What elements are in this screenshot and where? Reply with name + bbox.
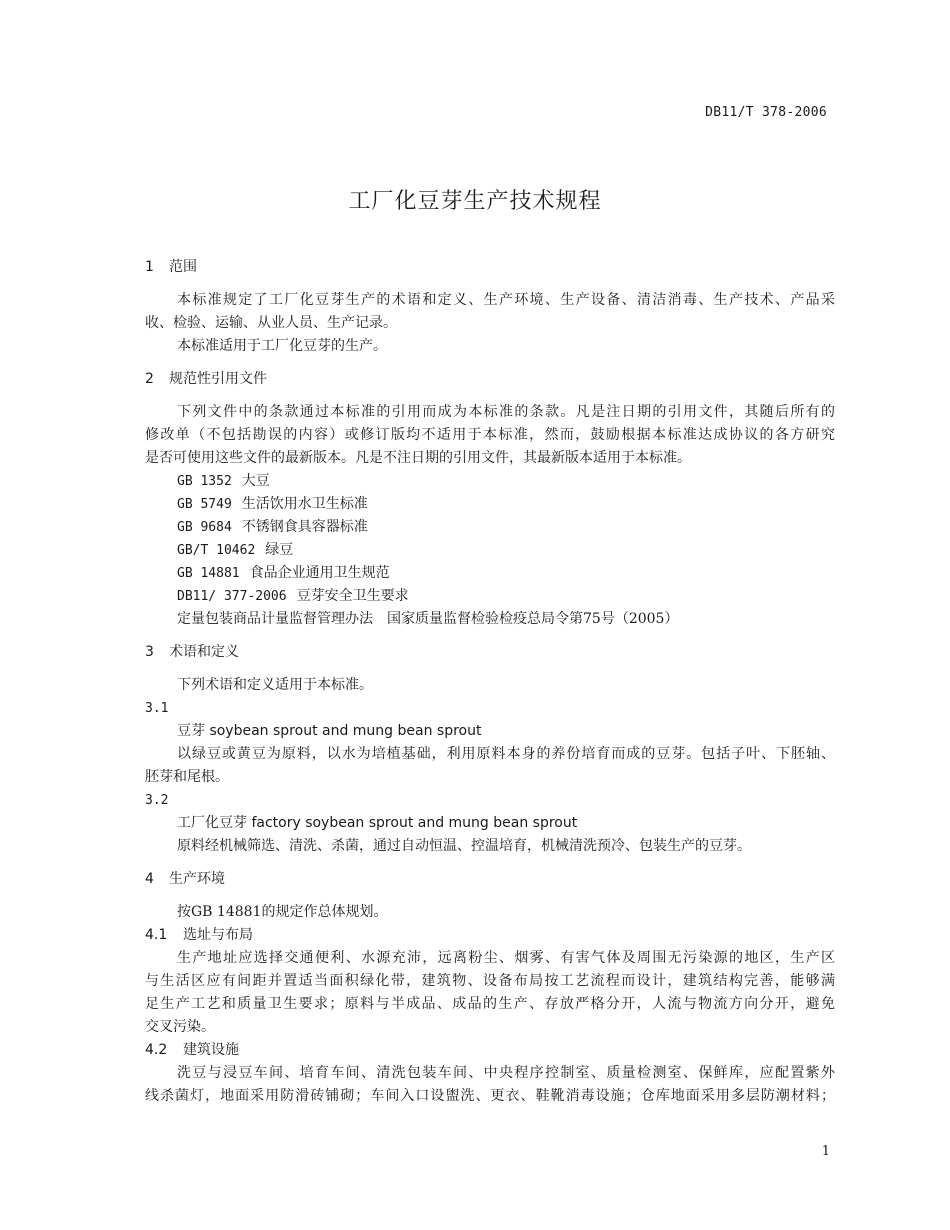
reference-item (145, 493, 835, 516)
document-body (145, 256, 835, 1108)
subsection-title: 选址与布局 (183, 927, 253, 943)
reference-code: GB 5749 (177, 497, 232, 512)
section-2-heading (145, 368, 835, 391)
subsection-4-1-heading (145, 924, 835, 947)
reference-item (145, 470, 835, 493)
section-1-heading (145, 256, 835, 279)
paragraph-line: 下列文件中的条款通过本标准的引用而成为本标准的条款。凡是注日期的引用文件，其随后所有的 (177, 404, 835, 420)
standard-code: DB11/T 378-2006 (705, 105, 827, 120)
document-title: 工厂化豆芽生产技术规程 (348, 189, 602, 214)
subsection-number: 4.1 (145, 927, 168, 943)
paragraph-line: 交叉污染。 (145, 1019, 215, 1035)
reference-item (145, 516, 835, 539)
term-title: 豆芽 soybean sprout and mung bean sprout (177, 723, 482, 739)
reference-item (145, 585, 835, 608)
paragraph-line: 本标准适用于工厂化豆芽的生产。 (177, 338, 387, 354)
reference-code: GB 9684 (177, 520, 232, 535)
term-number: 3.2 (145, 793, 169, 808)
section-number: 4 (145, 871, 154, 887)
subsection-number: 4.2 (145, 1042, 168, 1058)
paragraph-line: 原料经机械筛选、清洗、杀菌，通过自动恒温、控温培育，机械清洗预冷、包装生产的豆芽。 (177, 838, 751, 854)
section-number: 2 (145, 371, 154, 387)
paragraph-line: 与生活区应有间距并置适当面积绿化带，建筑物、设备布局按工艺流程而设计，建筑结构完善，能够满 (145, 973, 835, 989)
section-3-heading (145, 641, 835, 664)
term-number: 3.1 (145, 701, 169, 716)
paragraph-line: 足生产工艺和质量卫生要求；原料与半成品、成品的生产、存放严格分开，人流与物流方向分开，避免 (145, 996, 835, 1012)
section-title: 范围 (169, 259, 197, 275)
reference-name: 绿豆 (265, 542, 294, 558)
reference-code: GB/T 10462 (177, 543, 256, 558)
subsection-title: 建筑设施 (183, 1042, 239, 1058)
paragraph-line: 线杀菌灯，地面采用防滑砖铺砌；车间入口设盥洗、更衣、鞋靴消毒设施；仓库地面采用多层防潮材料； (145, 1088, 835, 1104)
section-4-heading (145, 868, 835, 891)
reference-item (145, 539, 835, 562)
section-title: 生产环境 (169, 871, 225, 887)
paragraph-line: 以绿豆或黄豆为原料，以水为培植基础，利用原料本身的养份培育而成的豆芽。包括子叶、下胚轴、 (177, 746, 835, 762)
paragraph-line: 收、检验、运输、从业人员、生产记录。 (145, 315, 397, 331)
reference-item (145, 562, 835, 585)
subsection-4-2-heading (145, 1039, 835, 1062)
section-number: 1 (145, 259, 154, 275)
section-title: 术语和定义 (169, 644, 239, 660)
paragraph-line: 胚芽和尾根。 (145, 769, 229, 785)
paragraph-line: 按GB 14881的规定作总体规划。 (177, 904, 388, 920)
term-title: 工厂化豆芽 factory soybean sprout and mung bean sprout (177, 815, 578, 831)
reference-name: 大豆 (241, 473, 270, 489)
section-number: 3 (145, 644, 154, 660)
reference-code: DB11/ 377-2006 (177, 589, 287, 604)
paragraph-line: 下列术语和定义适用于本标准。 (177, 677, 373, 693)
paragraph-line: 生产地址应选择交通便利、水源充沛，远离粉尘、烟雾、有害气体及周围无污染源的地区，生产区 (177, 950, 835, 966)
reference-name: 生活饮用水卫生标准 (241, 496, 368, 512)
paragraph-line: 是否可使用这些文件的最新版本。凡是不注日期的引用文件，其最新版本适用于本标准。 (145, 450, 691, 466)
paragraph-line: 本标准规定了工厂化豆芽生产的术语和定义、生产环境、生产设备、清洁消毒、生产技术、产品采 (177, 292, 835, 308)
reference-name: 豆芽安全卫生要求 (296, 588, 409, 604)
reference-name: 不锈钢食具容器标准 (241, 519, 368, 535)
reference-name: 食品企业通用卫生规范 (249, 565, 390, 581)
page-number: 1 (821, 1144, 830, 1159)
paragraph-line: 洗豆与浸豆车间、培育车间、清洗包装车间、中央程序控制室、质量检测室、保鲜库，应配置紫外 (177, 1065, 835, 1081)
section-title: 规范性引用文件 (169, 371, 267, 387)
paragraph-line: 修改单（不包括勘误的内容）或修订版均不适用于本标准，然而，鼓励根据本标准达成协议的各方研究 (145, 427, 835, 443)
reference-code: GB 14881 (177, 566, 240, 581)
reference-code: GB 1352 (177, 474, 232, 489)
reference-item: 定量包装商品计量监督管理办法 国家质量监督检验检疫总局令第75号（2005） (177, 611, 679, 627)
